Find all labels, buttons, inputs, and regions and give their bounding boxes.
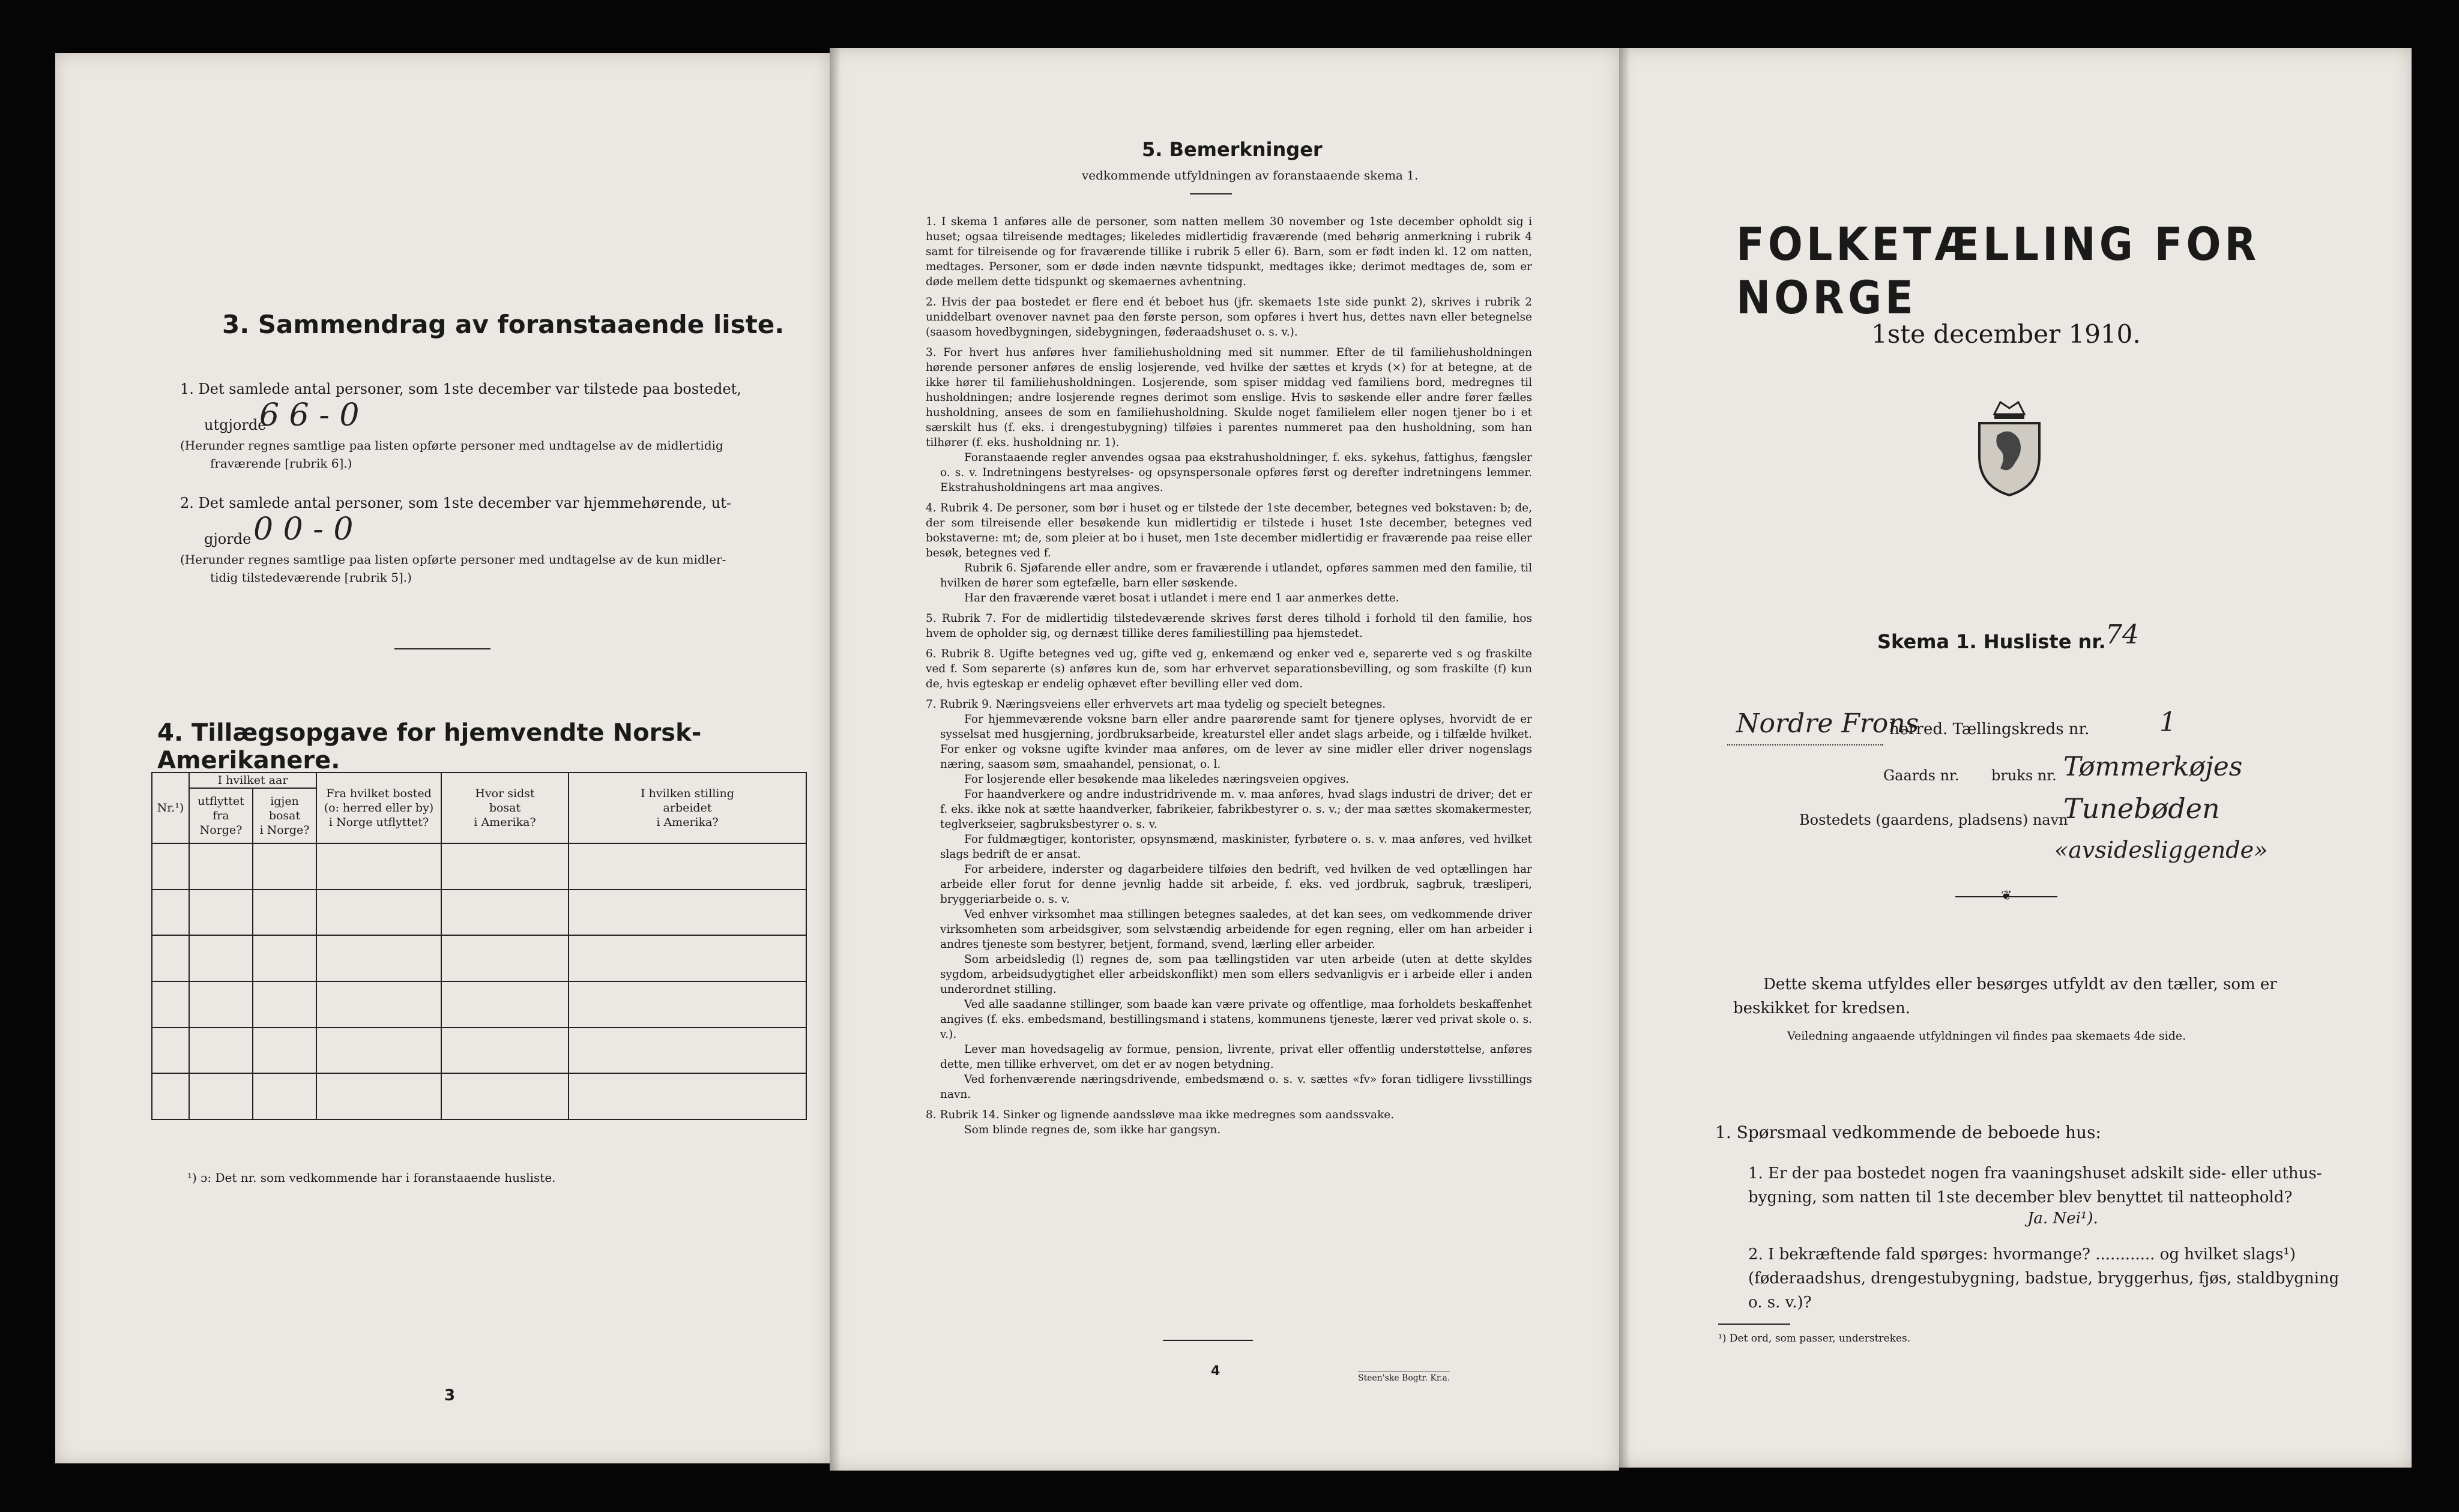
page-number: 4 [1211,1364,1220,1379]
summary-item-1-prefix: utgjorde [204,417,267,433]
summary-item-2-note-2: tidig tilstedeværende [rubrik 5].) [210,570,412,585]
remark-paragraph: 4. Rubrik 4. De personer, som bør i huset og er tilstede der 1ste december, betegnes ved bokstaven: b; de, der som tilreisende eller besøkende kun midlertidig er tilstede i huset 1ste december, betegnes ved bokstaverne: mt; de, som pleier at bo i huset, men 1ste december midlertidig er fraværende paa reise eller besøk, betegnes ved f. [926,502,1532,559]
remark-paragraph: For losjerende eller besøkende maa likeledes næringsveien opgives. [964,773,1350,786]
col-nr-label: Nr.¹) [157,801,184,815]
question-1-answer: Ja. Nei¹). [2027,1209,2098,1227]
form-date: 1ste december 1910. [1871,319,2141,349]
remark-paragraph: Som blinde regnes de, som ikke har gangsyn. [964,1124,1221,1136]
schema-label: Skema 1. Husliste nr. [1877,630,2106,653]
summary-item-2-note: (Herunder regnes samtlige paa listen opførte personer med undtagelse av de kun midler- [180,552,726,567]
coat-of-arms-icon [1967,390,2051,498]
bosted-label: Bostedets (gaardens, pladsens) navn [1799,812,2068,828]
footnote-rule [1718,1324,1790,1325]
remark-paragraph: Lever man hovedsagelig av formue, pension, livrente, privat eller offentlig understøttelse, anføres dette, men tillike erhvervet, om det er av nogen betydning. [940,1043,1532,1071]
printer-mark: Steen'ske Bogtr. Kr.a. [1358,1372,1450,1383]
summary-item-1-note: (Herunder regnes samtlige paa listen opførte personer med undtagelse av de midlertidig [180,438,723,453]
col-returned: igjen bosat i Norge? [253,788,316,843]
remark-paragraph: For arbeidere, inderster og dagarbeidere tilføies den bedrift, ved hvilken de ved optællingen har arbeide eller forut for denne jevnlig hadde sit arbeide, f. eks. ved jordbruk, sagbruk, træsliperi, bryggeriarbeide o. s. v. [940,863,1532,906]
page-number: 3 [444,1387,456,1405]
col-group-year-label: I hvilket aar [217,774,288,787]
remark-paragraph: Som arbeidsledig (l) regnes de, som paa tællingstiden var uten arbeide (uten at dette skyldes sygdom, arbeidsudygtighet eller arbeidskonflikt) men som ellers sedvanligvis er i arbeide eller i anden underordnet stilling. [940,953,1532,996]
remark-paragraph: 8. Rubrik 14. Sinker og lignende aandssløve maa ikke medregnes som aandssvake. [926,1109,1395,1121]
summary-item-1: 1. Det samlede antal personer, som 1ste december var tilstede paa bostedet, [180,381,741,397]
instructions: Dette skema utfyldes eller besørges utfyldt av den tæller, som er beskikket for kredsen. [1733,975,2277,1017]
remark-paragraph: 5. Rubrik 7. For de midlertidig tilstedeværende skrives først deres tilhold i forhold til den familie, hos hvem de opholder sig, og dernæst tillike deres familiestilling paa hjemstedet. [926,612,1532,640]
herred-value: Nordre Frons [1736,708,1919,739]
col-occupation: I hvilken stilling arbeidet i Amerika? [569,773,806,843]
gaards-value: Tømmerkøjes [2063,751,2243,782]
question-2: 2. I bekræftende fald spørges: hvormange? ............ og hvilket slags¹) (føderaadshus, drengestubygning, badstue, bryggerhus, fjøs, staldbygning o. s. v.)? [1748,1245,2340,1312]
bruks-label: bruks nr. [1991,767,2057,784]
table-row [152,981,806,1028]
summary-item-2-prefix: gjorde [204,531,252,547]
page-middle [830,48,1619,1471]
remark-paragraph: For hjemmeværende voksne barn eller andre paarørende samt for tjenere oplyses, hvorvidt de er sysselsat med husgjerning, jordbruksarbeide, kreaturstel eller andet slags arbeide, og i tilfælde hvilket. For enker og voksne ugifte kvinder maa anføres, om de lever av sine midler eller driver nogenslags næring, saasom søm, smaahandel, pensionat, o. l. [940,713,1532,771]
page-right [1619,48,2412,1468]
question-1: 1. Er der paa bostedet nogen fra vaaningshuset adskilt side- eller uthus-bygning, som natten til 1ste december blev benyttet til natteophold? [1748,1164,2322,1206]
remark-paragraph: Ved alle saadanne stillinger, som baade kan være private og offentlige, maa forholdets beskaffenhet angives (f. eks. embedsmand, bestillingsmand i statens, kommunens tjeneste, lærer ved privat skole o. s. v.). [940,998,1532,1041]
remark-paragraph: Foranstaaende regler anvendes ogsaa paa ekstrahusholdninger, f. eks. sykehus, fattighus, fængsler o. s. v. Indretningens bestyrelses- og opsynspersonale opføres først og derefter indretningens lemmer. Ekstrahusholdningens art maa angives. [940,451,1532,494]
section3-title: 3. Sammendrag av foranstaaende liste. [222,310,785,339]
section4-title: 4. Tillægsopgave for hjemvendte Norsk-Amerikanere. [157,719,702,774]
bottom-rule [1163,1340,1253,1341]
summary-item-1-note-2: fraværende [rubrik 6].) [210,456,352,471]
herred-label: herred. Tællingskreds nr. [1889,720,2090,738]
remark-paragraph: 7. Rubrik 9. Næringsveiens eller erhvervets art maa tydelig og specielt betegnes. [926,698,1386,711]
form-title: FOLKETÆLLING FOR NORGE [1736,217,2260,324]
table-row [152,843,806,890]
remarks-list [926,209,1532,1137]
col-from-where: Fra hvilket bosted (o: herred eller by) i Norge utflyttet? [316,773,441,843]
table-row [152,1028,806,1074]
ornament-icon: ❦ [2001,888,2012,903]
remark-paragraph: 2. Hvis der paa bostedet er flere end ét beboet hus (jfr. skemaets 1ste side punkt 2), skrives i rubrik 2 uniddelbart ovenover navnet paa den første person, som opføres i hvert hus, dettes navn eller betegnelse (saasom hovedbygningen, sidebygningen, føderaadshuset o. s. v.). [926,296,1532,339]
questions-header: 1. Spørsmaal vedkommende de beboede hus: [1715,1122,2101,1142]
bosted-value-2: «avsidesliggende» [2054,837,2268,863]
remarks-title: 5. Bemerkninger [1142,138,1323,161]
norsk-amerikanere-table [151,772,807,1120]
remark-paragraph: 3. For hvert hus anføres hver familiehusholdning med sit nummer. Efter de til familiehusholdningen hørende personer anføres de enslig losjerende, ved hvilke der sættes et kryds (×) for at betegne, at de ikke hører til familiehusholdningen. Losjerende, som spiser middag ved familiens bord, medregnes til husholdningen; andre losjerende regnes derimot som enslige. Hvis to søskende eller andre fører fælles husholdning, ansees de som en familiehusholdning. Skulde noget familielem eller nogen tjener bo i et særskilt hus (f. eks. i drengestubygning) tilføies i parentes nummeret paa den husholdning, som han tilhører (f. eks. husholdning nr. 1). [926,346,1532,449]
table-row [152,1073,806,1119]
remark-paragraph: Ved enhver virksomhet maa stillingen betegnes saaledes, at det kan sees, om vedkommende driver virksomheten som arbeidsgiver, som selvstændig arbeidende for egen regning, eller om han arbeider i andres tjeneste som bestyrer, betjent, formand, svend, lærling eller arbeider. [940,908,1532,951]
page-left [55,53,830,1463]
footnote: ¹) Det ord, som passer, understrekes. [1718,1333,1911,1345]
remark-paragraph: Ved forhenværende næringsdrivende, embedsmænd o. s. v. sættes «fv» foran tidligere livsstillings navn. [940,1073,1532,1101]
table-row [152,890,806,936]
separator [394,648,490,649]
gaards-label: Gaards nr. [1883,767,1960,784]
remarks-subtitle: vedkommende utfyldningen av foranstaaende skema 1. [1082,168,1419,182]
remark-paragraph: 1. I skema 1 anføres alle de personer, som natten mellem 30 november og 1ste december opholdt sig i huset; ogsaa tilreisende medtages; likeledes midlertidig fraværende (med behørig anmerkning i rubrik 4 samt for tilreisende og for fraværende tillike i rubrik 5 eller 6). Barn, som er født inden kl. 12 om natten, medtages. Personer, som er døde inden nævnte tidspunkt, medtages ikke; derimot medtages de, som er døde mellem dette tidspunkt og skemaernes avhentning. [926,215,1532,288]
col-last-residence: Hvor sidst bosat i Amerika? [441,773,569,843]
remark-paragraph: Har den fraværende været bosat i utlandet i mere end 1 aar anmerkes dette. [964,592,1399,604]
summary-item-2: 2. Det samlede antal personer, som 1ste december var hjemmehørende, ut- [180,495,731,511]
remark-paragraph: 6. Rubrik 8. Ugifte betegnes ved ug, gifte ved g, enkemænd og enker ved e, separerte ved s og fraskilte ved f. Som separerte (s) anføres kun de, som har erhvervet separationsbevilling, og som fraskilte (f) kun de, hvis egteskap er endelig ophævet efter bevilling eller ved dom. [926,648,1532,690]
col-group-year [189,773,316,788]
remark-paragraph: Rubrik 6. Sjøfarende eller andre, som er fraværende i utlandet, opføres sammen med den familie, til hvilken de hører som egtefælle, barn eller søskende. [940,562,1532,589]
remark-paragraph: For haandverkere og andre industridrivende m. v. maa anføres, hvad slags industri de driver; det er f. eks. ikke nok at sætte haandverker, fabrikeier, fabrikbestyrer o. s. v.; der maa sættes skomakermester, teglverkseier, sagbruksbestyrer o. s. v. [940,788,1532,831]
col-emigrated: utflyttet fra Norge? [189,788,253,843]
guidance: Veiledning angaaende utfyldningen vil findes paa skemaets 4de side. [1787,1029,2186,1043]
table-row [152,935,806,981]
summary-item-2-value: 0 0 - 0 [253,511,354,547]
bosted-value: Tunebøden [2063,792,2220,825]
table-footnote: ¹) ɔ: Det nr. som vedkommende har i foranstaaende husliste. [187,1170,556,1185]
remark-paragraph: For fuldmægtiger, kontorister, opsynsmænd, maskinister, fyrbøtere o. s. v. maa anføres, ved hvilket slags bedrift de er ansat. [940,833,1532,861]
col-nr [152,773,189,843]
husliste-number: 74 [2105,619,2139,650]
summary-item-1-value: 6 6 - 0 [259,397,360,433]
title-rule [1190,193,1232,194]
tellingskreds-value: 1 [2159,707,2176,738]
